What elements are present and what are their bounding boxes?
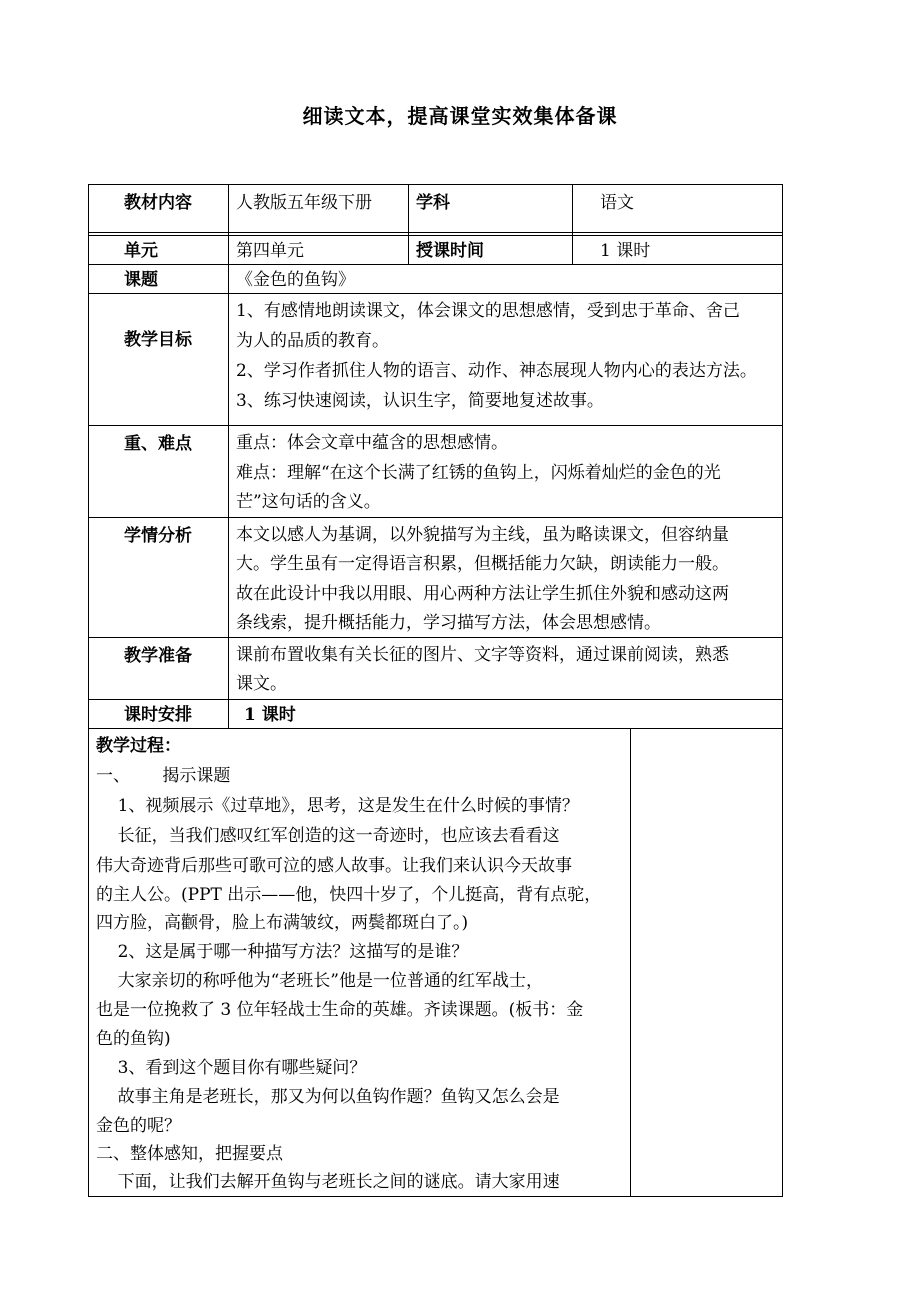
analysis-label: 学情分析 — [124, 526, 192, 546]
row-divider — [88, 728, 783, 729]
keypoints-line: 难点：理解“在这个长满了红锈的鱼钩上，闪烁着灿烂的金色的光 — [236, 463, 721, 483]
column-divider — [572, 184, 573, 264]
subject-label: 学科 — [416, 193, 450, 213]
page-title: 细读文本，提高课堂实效集体备课 — [302, 104, 618, 128]
row-divider — [88, 293, 783, 294]
analysis-line: 本文以感人为基调，以外貌描写为主线，虽为略读课文，但容纳量 — [236, 525, 729, 545]
subject-value: 语文 — [600, 193, 634, 213]
column-divider — [228, 184, 229, 728]
goals-line: 2、学习作者抓住人物的语言、动作、神态展现人物内心的表达方法。 — [236, 361, 757, 381]
process-line: 一、 揭示课题 — [96, 766, 231, 786]
material-label: 教材内容 — [124, 193, 192, 213]
row-divider — [88, 232, 783, 233]
process-line: 1、视频展示《过草地》，思考，这是发生在什么时候的事情？ — [96, 796, 579, 816]
time-label: 授课时间 — [416, 241, 484, 261]
preparation-label: 教学准备 — [124, 646, 192, 666]
unit-value: 第四单元 — [236, 241, 304, 261]
row-divider — [88, 425, 783, 426]
analysis-line: 大。学生虽有一定得语言积累，但概括能力欠缺，朗读能力一般。 — [236, 554, 729, 574]
time-value: 1 课时 — [600, 241, 651, 261]
process-line: 2、这是属于哪一种描写方法？这描写的是谁？ — [96, 942, 469, 962]
schedule-label: 课时安排 — [124, 705, 192, 725]
row-divider — [88, 517, 783, 518]
process-line: 也是一位挽救了 3 位年轻战士生命的英雄。齐读课题。(板书：金 — [96, 1000, 584, 1020]
process-line: 二、整体感知，把握要点 — [96, 1144, 283, 1164]
column-divider — [630, 728, 631, 1197]
process-line: 故事主角是老班长，那又为何以鱼钩作题？鱼钩又怎么会是 — [96, 1087, 560, 1107]
lesson-plan-table — [88, 184, 783, 1197]
unit-label: 单元 — [124, 241, 158, 261]
process-line: 的主人公。(PPT 出示——他，快四十岁了，个儿挺高，背有点驼， — [96, 885, 602, 905]
process-line: 四方脸，高颧骨，脸上布满皱纹，两鬓都斑白了。) — [96, 913, 469, 933]
analysis-line: 故在此设计中我以用眼、用心两种方法让学生抓住外貌和感动这两 — [236, 584, 729, 604]
process-line: 下面，让我们去解开鱼钩与老班长之间的谜底。请大家用速 — [96, 1172, 560, 1192]
analysis-line: 条线索，提升概括能力，学习描写方法，体会思想感情。 — [236, 613, 661, 633]
column-divider — [408, 184, 409, 264]
goals-line: 为人的品质的教育。 — [236, 331, 389, 351]
process-line: 长征，当我们感叹红军创造的这一奇迹时，也应该去看看这 — [96, 826, 560, 846]
topic-label: 课题 — [124, 270, 158, 290]
process-line: 大家亲切的称呼他为“老班长”他是一位普通的红军战士， — [96, 971, 543, 991]
row-divider — [88, 699, 783, 700]
schedule-value: 1 课时 — [244, 705, 296, 725]
goals-line: 3、练习快速阅读，认识生字，简要地复述故事。 — [236, 391, 604, 411]
material-value: 人教版五年级下册 — [236, 193, 372, 213]
goals-line: 1、有感情地朗读课文，体会课文的思想感情，受到忠于革命、舍己 — [236, 301, 740, 321]
process-line: 色的鱼钩) — [96, 1029, 171, 1049]
process-heading: 教学过程： — [96, 736, 181, 756]
keypoints-line: 重点：体会文章中蕴含的思想感情。 — [236, 433, 508, 453]
keypoints-line: 芒”这句话的含义。 — [236, 492, 381, 512]
process-line: 金色的呢？ — [96, 1116, 181, 1136]
preparation-line: 课前布置收集有关长征的图片、文字等资料，通过课前阅读，熟悉 — [236, 645, 729, 665]
preparation-line: 课文。 — [236, 674, 287, 694]
process-line: 3、看到这个题目你有哪些疑问？ — [96, 1058, 367, 1078]
goals-label: 教学目标 — [124, 330, 192, 350]
keypoints-label: 重、难点 — [124, 434, 192, 454]
topic-value: 《金色的鱼钩》 — [236, 270, 355, 290]
process-line: 伟大奇迹背后那些可歌可泣的感人故事。让我们来认识今天故事 — [96, 856, 572, 876]
